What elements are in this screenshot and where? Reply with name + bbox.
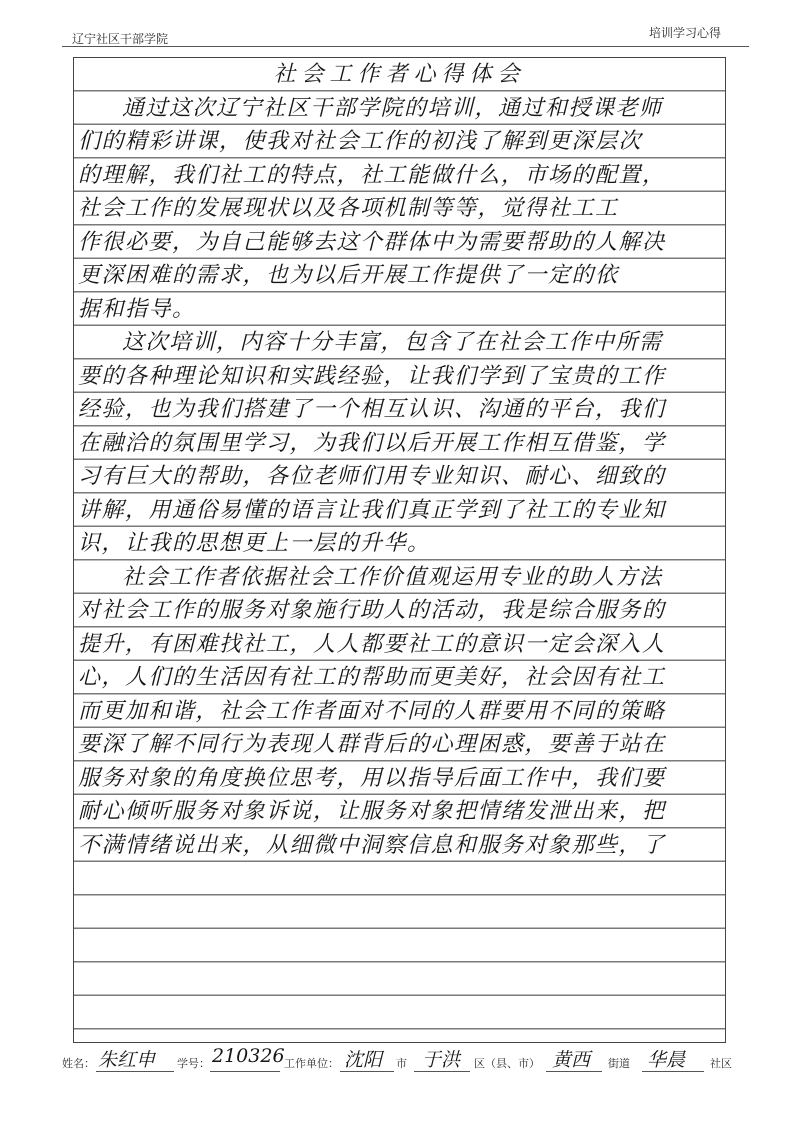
- essay-line: 不满情绪说出来，从细微中洞察信息和服务对象那些，了: [78, 832, 666, 858]
- community-value: 华晨: [647, 1049, 686, 1071]
- essay-line: 耐心倾听服务对象诉说，让服务对象把情绪发泄出来，把: [78, 799, 666, 824]
- header-rule: [62, 46, 749, 47]
- city-underline: [340, 1071, 394, 1072]
- essay-line: 提升，有困难找社工，人人都要社工的意识一定会深入人: [78, 631, 666, 657]
- street-value: 黄西: [552, 1049, 591, 1071]
- essay-line: 们的精彩讲课，使我对社会工作的初浅了解到更深层次: [78, 129, 643, 154]
- district-underline: [414, 1071, 470, 1072]
- city-value: 沈阳: [344, 1049, 383, 1071]
- essay-line: 通过这次辽宁社区干部学院的培训，通过和授课老师: [122, 95, 663, 121]
- essay-line: 在融洽的氛围里学习，为我们以后开展工作相互借鉴，学: [78, 430, 666, 456]
- community-label: 社区: [710, 1057, 732, 1070]
- essay-line: 服务对象的角度换位思考，用以指导后面工作中，我们要: [78, 765, 666, 791]
- id-value: 210326: [212, 1045, 285, 1067]
- city-label: 市: [396, 1057, 407, 1070]
- essay-line: 要深了解不同行为表现人群背后的心理困惑，要善于站在: [78, 732, 666, 757]
- community-underline: [642, 1071, 704, 1072]
- header-school-name: 辽宁社区干部学院: [72, 32, 169, 46]
- essay-line: 心，人们的生活因有社工的帮助而更美好，社会因有社工: [78, 665, 666, 690]
- id-label: 学号：: [177, 1057, 210, 1070]
- street-label: 街道: [608, 1057, 630, 1070]
- essay-line: 作很必要，为自己能够去这个群体中为需要帮助的人解决: [78, 229, 666, 255]
- district-label: 区（县、市）: [474, 1057, 540, 1070]
- essay-line: 要的各种理论知识和实践经验，让我们学到了宝贵的工作: [78, 363, 666, 389]
- student-info-footer: [62, 1047, 742, 1077]
- street-underline: [546, 1071, 602, 1072]
- essay-line: 社会工作的发展现状以及各项机制等等，觉得社工工: [78, 196, 619, 221]
- essay-line: 经验，也为我们搭建了一个相互认识、沟通的平台，我们: [78, 397, 666, 422]
- handwritten-essay: [78, 58, 721, 862]
- essay-line: 这次培训，内容十分丰富，包含了在社会工作中所需: [122, 330, 663, 355]
- header-doc-type: 培训学习心得: [648, 26, 721, 40]
- essay-title: 社会工作者心得体会: [273, 62, 526, 87]
- essay-line: 据和指导。: [78, 296, 196, 322]
- ruled-writing-sheet: [73, 57, 726, 1043]
- name-underline: [96, 1071, 174, 1072]
- unit-label: 工作单位：: [284, 1057, 339, 1070]
- essay-line: 对社会工作的服务对象施行助人的活动，我是综合服务的: [78, 598, 666, 623]
- essay-line: 识，让我的思想更上一层的升华。: [78, 531, 431, 556]
- district-value: 于洪: [422, 1049, 461, 1071]
- name-label: 姓名：: [62, 1057, 95, 1070]
- essay-line: 更深困难的需求，也为以后开展工作提供了一定的依: [78, 263, 619, 288]
- name-value: 朱红申: [98, 1049, 156, 1071]
- essay-line: 讲解，用通俗易懂的语言让我们真正学到了社工的专业知: [78, 497, 666, 523]
- essay-line: 而更加和谐，社会工作者面对不同的人群要用不同的策略: [78, 698, 666, 724]
- id-underline: [210, 1071, 280, 1072]
- essay-line: 的理解，我们社工的特点，社工能做什么，市场的配置，: [78, 162, 666, 188]
- essay-line: 社会工作者依据社会工作价值观运用专业的助人方法: [122, 564, 663, 590]
- essay-line: 习有巨大的帮助，各位老师们用专业知识、耐心、细致的: [78, 464, 666, 489]
